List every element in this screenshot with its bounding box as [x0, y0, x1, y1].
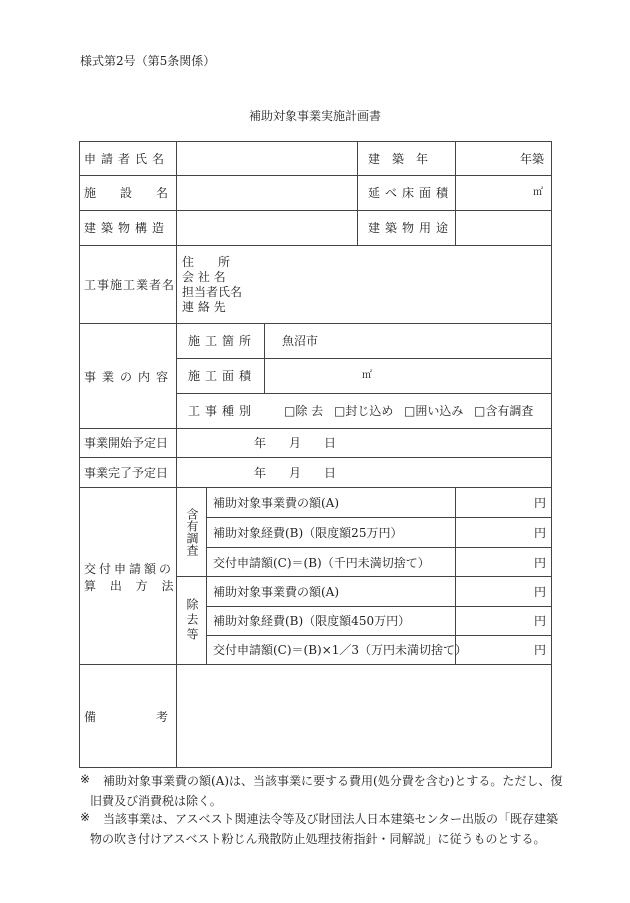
floor-area-label: 延べ床面積	[368, 186, 454, 200]
start-date-field[interactable]	[176, 428, 552, 458]
survey-row-c-label: 交付申請額(C)＝(B)（千円未満切捨て）	[213, 556, 430, 570]
structure-label: 建築物構造	[84, 221, 170, 235]
calc-label-line2: 算 出 方 法	[84, 579, 179, 593]
remarks-field[interactable]	[176, 664, 552, 768]
removal-row-c-label: 交付申請額(C)＝(B)×1／3（万円未満切捨て）	[213, 643, 468, 657]
start-date-month: 月	[289, 436, 302, 450]
work-type-label: 工事種別	[188, 404, 257, 418]
survey-row-b-label: 補助対象経費(B)（限度額25万円）	[213, 526, 403, 540]
survey-row-a-yen: 円	[534, 496, 547, 510]
removal-row-c-yen: 円	[534, 643, 547, 657]
building-year-label: 建 築 年	[368, 152, 429, 166]
removal-row-a-label: 補助対象事業費の額(A)	[213, 585, 340, 599]
facility-name-label: 施 設 名	[84, 186, 175, 200]
end-date-year: 年	[254, 466, 267, 480]
survey-row-a-label: 補助対象事業費の額(A)	[213, 496, 340, 510]
facility-name-field[interactable]	[176, 175, 358, 211]
calc-label-cell	[79, 487, 177, 665]
usage-field[interactable]	[455, 210, 552, 246]
form-number: 様式第2号（第5条関係）	[80, 54, 216, 68]
removal-row-b-yen: 円	[534, 614, 547, 628]
contractor-label: 工事施工業者名	[84, 278, 176, 292]
start-date-year: 年	[254, 436, 267, 450]
location-label: 施工箇所	[188, 334, 257, 348]
work-type-seal-checkbox[interactable]: □封じ込め	[334, 404, 394, 418]
contractor-field-contact: 連 絡 先	[182, 300, 226, 314]
remarks-label: 備 考	[84, 710, 169, 724]
end-date-month: 月	[289, 466, 302, 480]
note-1: 補助対象事業費の額(A)は、当該事業に要する費用(処分費を含む)とする。ただし、復旧費及び消費税は除く。	[90, 774, 563, 808]
applicant-name-label: 申請者氏名	[84, 152, 170, 166]
contractor-field-company: 会 社 名	[182, 270, 226, 284]
removal-row-b-label: 補助対象経費(B)（限度額450万円）	[213, 614, 411, 628]
start-date-day: 日	[324, 436, 337, 450]
work-type-enclose-checkbox[interactable]: □囲い込み	[404, 404, 464, 418]
survey-row-b-yen: 円	[534, 526, 547, 540]
location-value: 魚沼市	[282, 334, 319, 348]
work-type-survey-checkbox[interactable]: □含有調査	[474, 404, 534, 418]
content-label: 事業の内容	[84, 370, 175, 384]
form-title: 補助対象事業実施計画書	[248, 109, 381, 123]
end-date-label: 事業完了予定日	[84, 466, 169, 480]
floor-area-unit: ㎡	[533, 187, 543, 198]
survey-group-label: 含有調査	[185, 508, 199, 556]
removal-row-a-yen: 円	[534, 585, 547, 599]
end-date-field[interactable]	[176, 457, 552, 488]
removal-group-label: 除去等	[185, 598, 199, 643]
calc-label-line1: 交付申請額の	[84, 562, 175, 576]
area-unit: ㎡	[362, 370, 372, 381]
applicant-name-field[interactable]	[176, 141, 358, 176]
work-type-removal-checkbox[interactable]: □除 去	[284, 404, 324, 418]
area-field[interactable]	[264, 358, 552, 394]
building-year-suffix: 年築	[520, 152, 545, 166]
end-date-day: 日	[324, 466, 337, 480]
note-2: 当該事業は、アスベスト関連法令等及び財団法人日本建築センター出版の「既存建築物の吹き付けアスベスト粉じん飛散防止処理技術指針・同解説」に従うものとする。	[90, 812, 559, 846]
start-date-label: 事業開始予定日	[84, 436, 169, 450]
structure-field[interactable]	[176, 210, 358, 246]
contractor-field-person: 担当者氏名	[182, 285, 243, 299]
contractor-field-address: 住 所	[182, 255, 231, 269]
usage-label: 建築物用途	[368, 221, 454, 235]
note-1-mark: ※	[80, 772, 91, 786]
area-label: 施工面積	[188, 369, 257, 383]
survey-row-c-yen: 円	[534, 556, 547, 570]
note-2-mark: ※	[80, 810, 91, 824]
